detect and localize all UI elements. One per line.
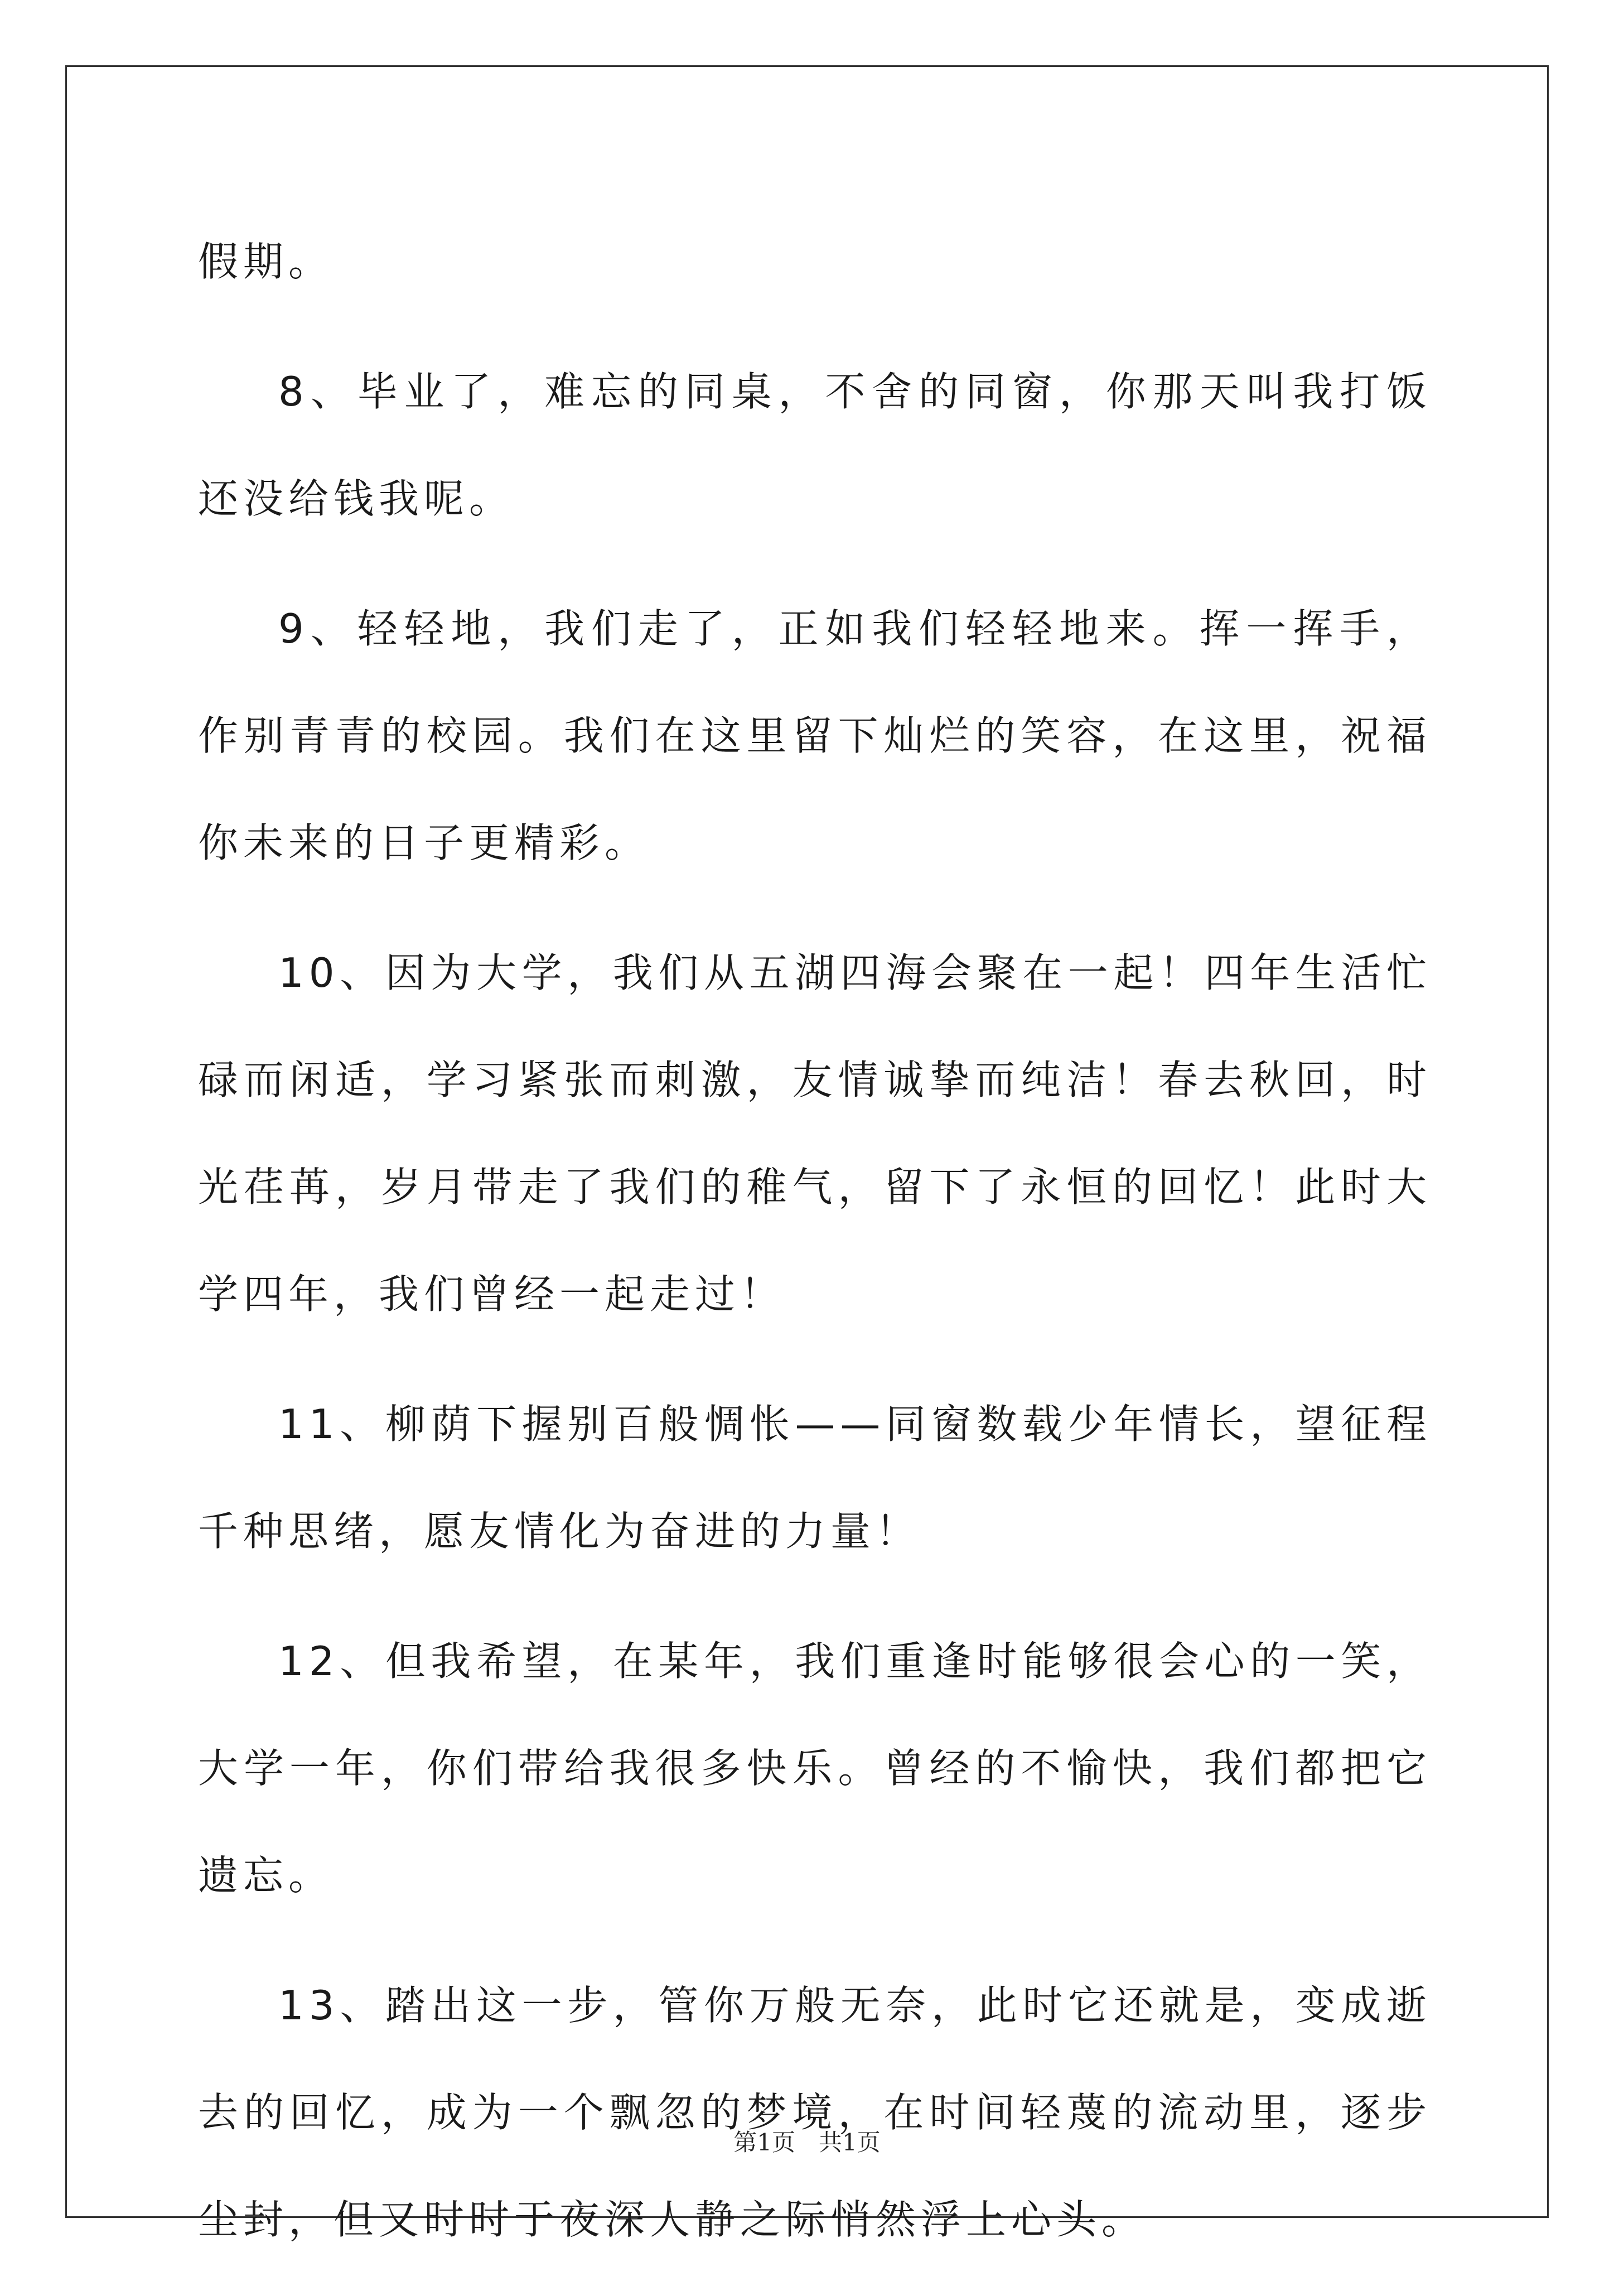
- paragraph-item-13: 13、踏出这一步，管你万般无奈，此时它还就是，变成逝去的回忆，成为一个飘忽的梦境，在时间轻蔑的流动里，逐步尘封，但又时时于夜深人静之际悄然浮上心头。: [198, 1982, 1432, 2243]
- page-total: 共1页: [819, 2129, 881, 2156]
- paragraph-item-10: 10、因为大学，我们从五湖四海会聚在一起！四年生活忙碌而闲适，学习紧张而刺激，友情诚挚而纯洁！春去秋回，时光荏苒，岁月带走了我们的稚气，留下了永恒的回忆！此时大学四年，我们曾经一起走过！: [198, 949, 1432, 1318]
- paragraph-item-12: 12、但我希望，在某年，我们重逢时能够很会心的一笑，大学一年，你们带给我很多快乐。曾经的不愉快，我们都把它遗忘。: [198, 1638, 1432, 1899]
- paragraph-continuation: 假期。: [198, 238, 334, 285]
- paragraph-item-9: 9、轻轻地，我们走了，正如我们轻轻地来。挥一挥手，作别青青的校园。我们在这里留下灿烂的笑容，在这里，祝福你未来的日子更精彩。: [198, 605, 1432, 866]
- page-number: 第1页: [733, 2129, 795, 2156]
- document-body: [198, 208, 1432, 2296]
- paragraph-item-11: 11、柳荫下握别百般惆怅——同窗数载少年情长，望征程千种思绪，愿友情化为奋进的力量！: [198, 1401, 1432, 1555]
- paragraph-item-8: 8、毕业了，难忘的同桌，不舍的同窗，你那天叫我打饭还没给钱我呢。: [198, 368, 1432, 522]
- page-footer: [0, 2124, 1614, 2158]
